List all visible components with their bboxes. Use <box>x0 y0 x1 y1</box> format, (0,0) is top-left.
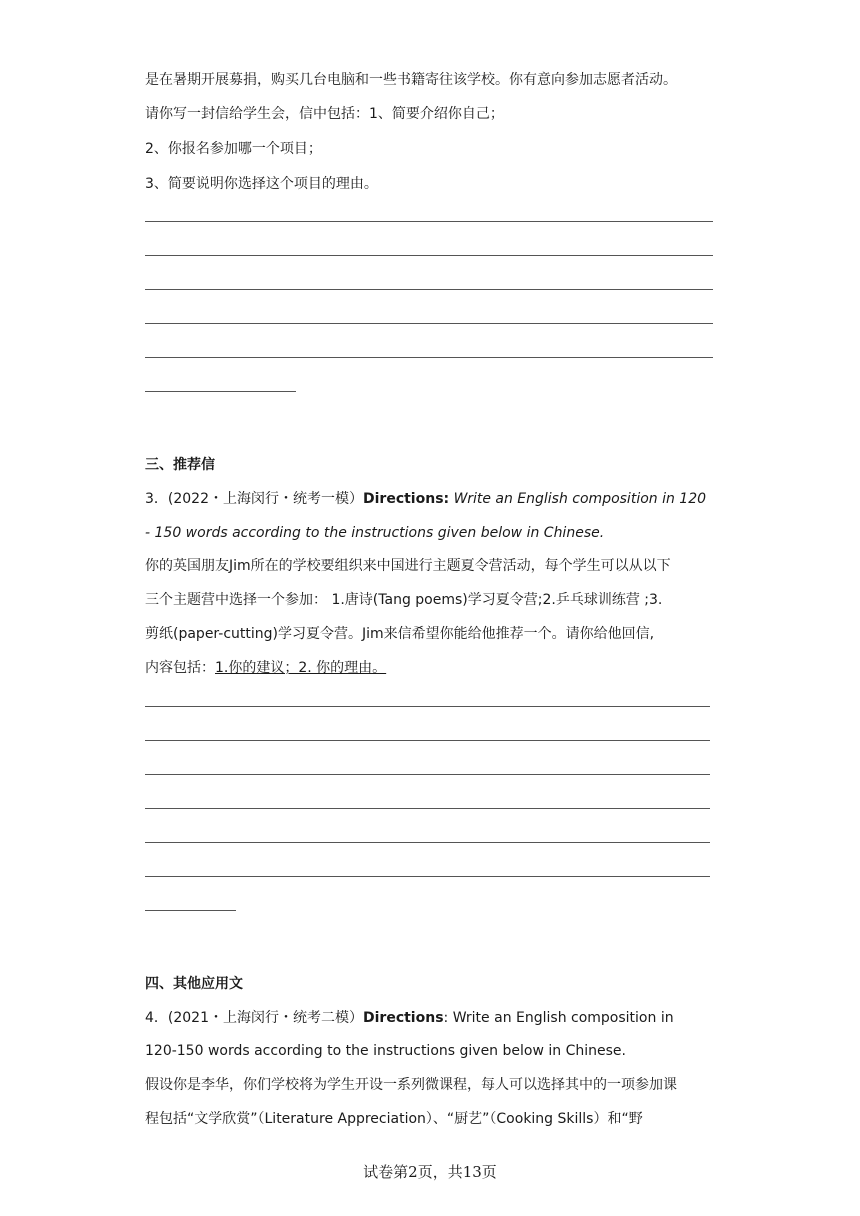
paragraph-line <box>145 658 386 678</box>
directions-text: : Write an English composition in <box>443 1010 674 1026</box>
directions-text: - 150 words according to the instructions given below in Chinese. <box>145 525 605 541</box>
question-header <box>145 1008 674 1028</box>
answer-line <box>145 740 710 741</box>
directions-text: Write an English composition in 120 <box>449 491 707 507</box>
answer-line <box>145 774 710 775</box>
paragraph-line: 请你写一封信给学生会，信中包括：1、简要介绍你自己； <box>145 106 504 122</box>
answer-line <box>145 842 710 843</box>
paragraph-line: 三个主题营中选择一个参加： 1.唐诗(Tang poems)学习夏令营;2.乒乓球训练营 ;3. <box>145 592 663 608</box>
paragraph-line: 程包括“文学欣赏”（Literature Appreciation）、“厨艺”（Cooking Skills）和“野 <box>145 1111 643 1127</box>
section-heading: 四、其他应用文 <box>145 976 243 992</box>
paragraph-line: 3、简要说明你选择这个项目的理由。 <box>145 176 378 192</box>
content-items: 1.你的建议；2. 你的理由。 <box>215 660 387 676</box>
paragraph-line: 剪纸(paper-cutting)学习夏令营。Jim来信希望你能给他推荐一个。请你给他回信, <box>145 626 655 642</box>
paragraph-line: 是在暑期开展募捐，购买几台电脑和一些书籍寄往该学校。你有意向参加志愿者活动。 <box>145 72 677 88</box>
answer-line <box>145 221 713 222</box>
paragraph-line: 2、你报名参加哪一个项目； <box>145 141 322 157</box>
answer-line <box>145 357 713 358</box>
answer-line <box>145 876 710 877</box>
question-source: 3．(2022・上海闵行・统考一模） <box>145 491 363 507</box>
answer-line <box>145 391 296 392</box>
paragraph-line: 你的英国朋友Jim所在的学校要组织来中国进行主题夏令营活动，每个学生可以从以下 <box>145 558 671 574</box>
section-heading: 三、推荐信 <box>145 457 215 473</box>
answer-line <box>145 910 236 911</box>
page-footer: 试卷第2页，共13页 <box>363 1163 497 1181</box>
answer-line <box>145 323 713 324</box>
answer-line <box>145 255 713 256</box>
answer-line <box>145 706 710 707</box>
directions-label: Directions <box>363 1010 444 1026</box>
directions-label: Directions: <box>363 491 450 507</box>
paragraph-line: 假设你是李华，你们学校将为学生开设一系列微课程，每人可以选择其中的一项参加课 <box>145 1077 677 1093</box>
answer-line <box>145 808 710 809</box>
answer-line <box>145 289 713 290</box>
directions-text: 120-150 words according to the instructions given below in Chinese. <box>145 1043 626 1059</box>
question-header <box>145 489 706 509</box>
content-label: 内容包括： <box>145 660 215 676</box>
question-source: 4．(2021・上海闵行・统考二模） <box>145 1010 363 1026</box>
